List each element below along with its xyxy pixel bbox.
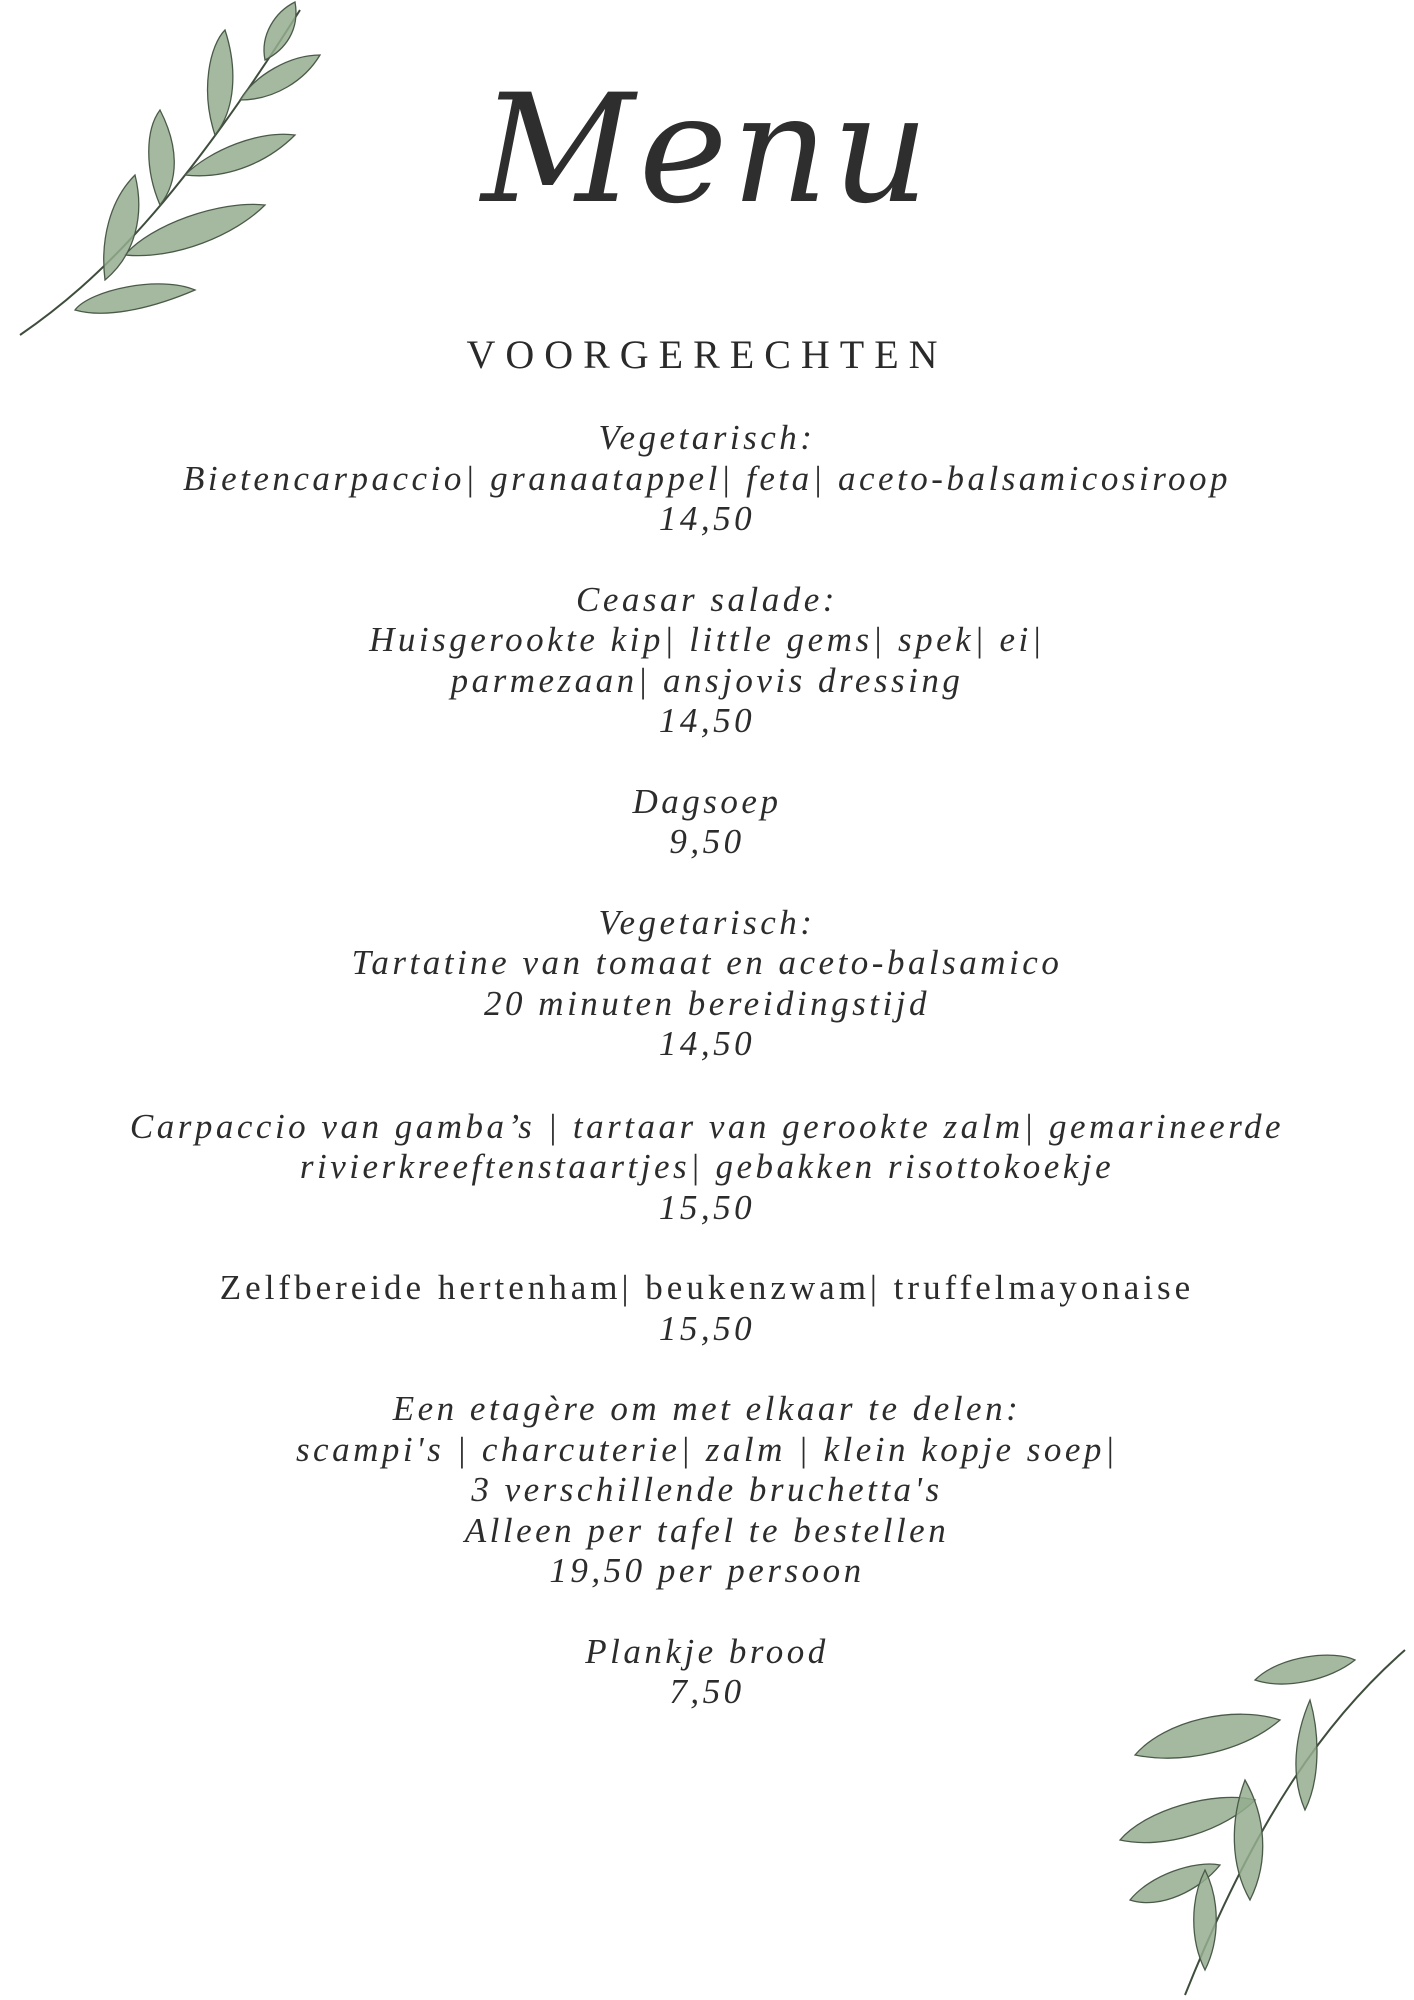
menu-item-label: Vegetarisch: <box>598 902 816 942</box>
menu-item-price: 14,50 <box>658 701 756 740</box>
menu-item <box>0 580 1414 742</box>
menu-item-description: parmezaan| ansjovis dressing <box>450 660 964 700</box>
menu-item-price: 9,50 <box>669 822 745 861</box>
menu-item <box>0 782 1414 863</box>
menu-item-description: Carpaccio van gamba’s | tartaar van gerookte zalm| gemarineerde <box>129 1106 1285 1146</box>
menu-item-description: 3 verschillende bruchetta's <box>471 1470 943 1509</box>
menu-item-description: 20 minuten bereidingstijd <box>484 983 930 1023</box>
menu-item <box>0 1389 1414 1592</box>
section-heading: VOORGERECHTEN <box>466 332 948 377</box>
menu-item <box>0 1268 1414 1349</box>
menu-item-price: 14,50 <box>658 499 756 538</box>
menu-item-description: Tartatine van tomaat en aceto-balsamico <box>351 943 1063 982</box>
menu-item-description: Zelfbereide hertenham| beukenzwam| truffelmayonaise <box>219 1268 1195 1307</box>
menu-item <box>0 1632 1414 1713</box>
menu-item <box>0 903 1414 1065</box>
menu-item-price: 15,50 <box>658 1187 756 1227</box>
menu-item-description: rivierkreeftenstaartjes| gebakken risottokoekje <box>299 1147 1115 1186</box>
menu-item-price: 19,50 per persoon <box>549 1551 865 1590</box>
menu-item-label: Een etagère om met elkaar te delen: <box>392 1389 1022 1428</box>
menu-item-description: Huisgerookte kip| little gems| spek| ei| <box>369 620 1045 659</box>
menu-item-label: Plankje brood <box>585 1631 829 1671</box>
page-title: Menu <box>481 63 933 237</box>
menu-item-note: Alleen per tafel te bestellen <box>464 1510 950 1550</box>
menu-item-price: 15,50 <box>658 1308 756 1348</box>
menu-item <box>0 418 1414 540</box>
menu-list <box>0 418 1414 1713</box>
menu-item <box>0 1107 1414 1229</box>
menu-item-description: Bietencarpaccio| granaatappel| feta| aceto-balsamicosiroop <box>182 458 1232 498</box>
menu-item-price: 14,50 <box>658 1024 756 1063</box>
menu-item-description: scampi's | charcuterie| zalm | klein kopje soep| <box>295 1429 1119 1469</box>
menu-item-label: Dagsoep <box>632 781 782 821</box>
menu-item-label: Vegetarisch: <box>598 418 816 457</box>
menu-item-price: 7,50 <box>669 1672 745 1711</box>
menu-item-label: Ceasar salade: <box>576 579 838 619</box>
